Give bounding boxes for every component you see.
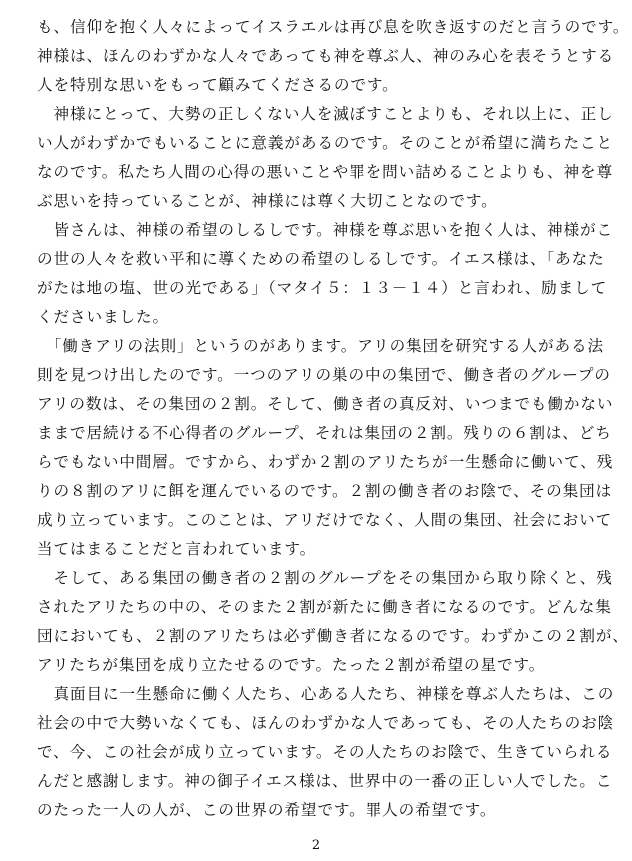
text-line: 社会の中で大勢いなくても、ほんのわずかな人であっても、その人たちのお陰	[37, 714, 615, 732]
text-line: 成り立っています。このことは、アリだけでなく、人間の集団、社会において	[37, 511, 613, 529]
text-line: 則を見つけ出したのです。一つのアリの巣の中の集団で、働き者のグループの	[37, 366, 611, 384]
body-text	[37, 13, 630, 825]
text-line: なのです。私たち人間の心得の悪いことや罪を問い詰めることよりも、神を尊	[37, 163, 614, 181]
text-line: の世の人々を救い平和に導くための希望のしるしです。イエス様は、「あなた	[37, 250, 605, 268]
text-line: アリたちが集団を成り立たせるのです。たった２割が希望の星です。	[37, 656, 546, 674]
text-line: のたった一人の人が、この世界の希望です。罪人の希望です。	[37, 801, 497, 819]
text-line: 神様は、ほんのわずかな人々であっても神を尊ぶ人、神のみ心を表そうとする	[37, 47, 615, 65]
text-line: らでもない中間層。ですから、わずか２割のアリたちが一生懸命に働いて、残	[37, 453, 614, 471]
text-line: んだと感謝します。神の御子イエス様は、世界中の一番の正しい人でした。こ	[37, 772, 613, 790]
text-line: くださいました。	[37, 308, 169, 326]
text-line: 団においても、２割のアリたちは必ず働き者になるのです。わずかこの２割が、	[37, 627, 629, 645]
text-line: ぶ思いを持っていることが、神様には尊く大切ことなのです。	[37, 192, 498, 210]
text-line: 皆さんは、神様の希望のしるしです。神様を尊ぶ思いを抱く人は、神様がこ	[37, 221, 614, 239]
text-line: アリの数は、その集団の２割。そして、働き者の真反対、いつまでも働かない	[37, 395, 614, 413]
text-line: 真面目に一生懸命に働く人たち、心ある人たち、神様を尊ぶ人たちは、この	[37, 685, 615, 703]
text-line: い人がわずかでもいることに意義があるのです。そのことが希望に満ちたこと	[37, 134, 614, 152]
text-line: りの８割のアリに餌を運んでいるのです。２割の働き者のお陰で、その集団は	[37, 482, 613, 500]
text-line: 人を特別な思いをもって顧みてくださるのです。	[37, 76, 399, 94]
text-line: も、信仰を抱く人々によってイスラエルは再び息を吹き返すのだと言うのです。	[37, 18, 630, 36]
text-line: されたアリたちの中の、そのまた２割が新たに働き者になるのです。どんな集	[37, 598, 612, 616]
text-line: 神様にとって、大勢の正しくない人を滅ぼすことよりも、それ以上に、正し	[37, 105, 614, 123]
text-line: で、今、この社会が成り立っています。その人たちのお陰で、生きていられる	[37, 743, 613, 761]
text-line: 「働きアリの法則」というのがあります。アリの集団を研究する人がある法	[37, 337, 604, 355]
text-line: そして、ある集団の働き者の２割のグループをその集団から取り除くと、残	[37, 569, 613, 587]
text-line: ままで居続ける不心得者のグループ、それは集団の２割。残りの６割は、どち	[37, 424, 612, 442]
text-line: 当てはまることだと言われています。	[37, 540, 317, 558]
page-number: 2	[311, 838, 321, 853]
text-line: がたは地の塩、世の光である」（マタイ５：１３－１４）と言われ、励まして	[37, 279, 608, 297]
